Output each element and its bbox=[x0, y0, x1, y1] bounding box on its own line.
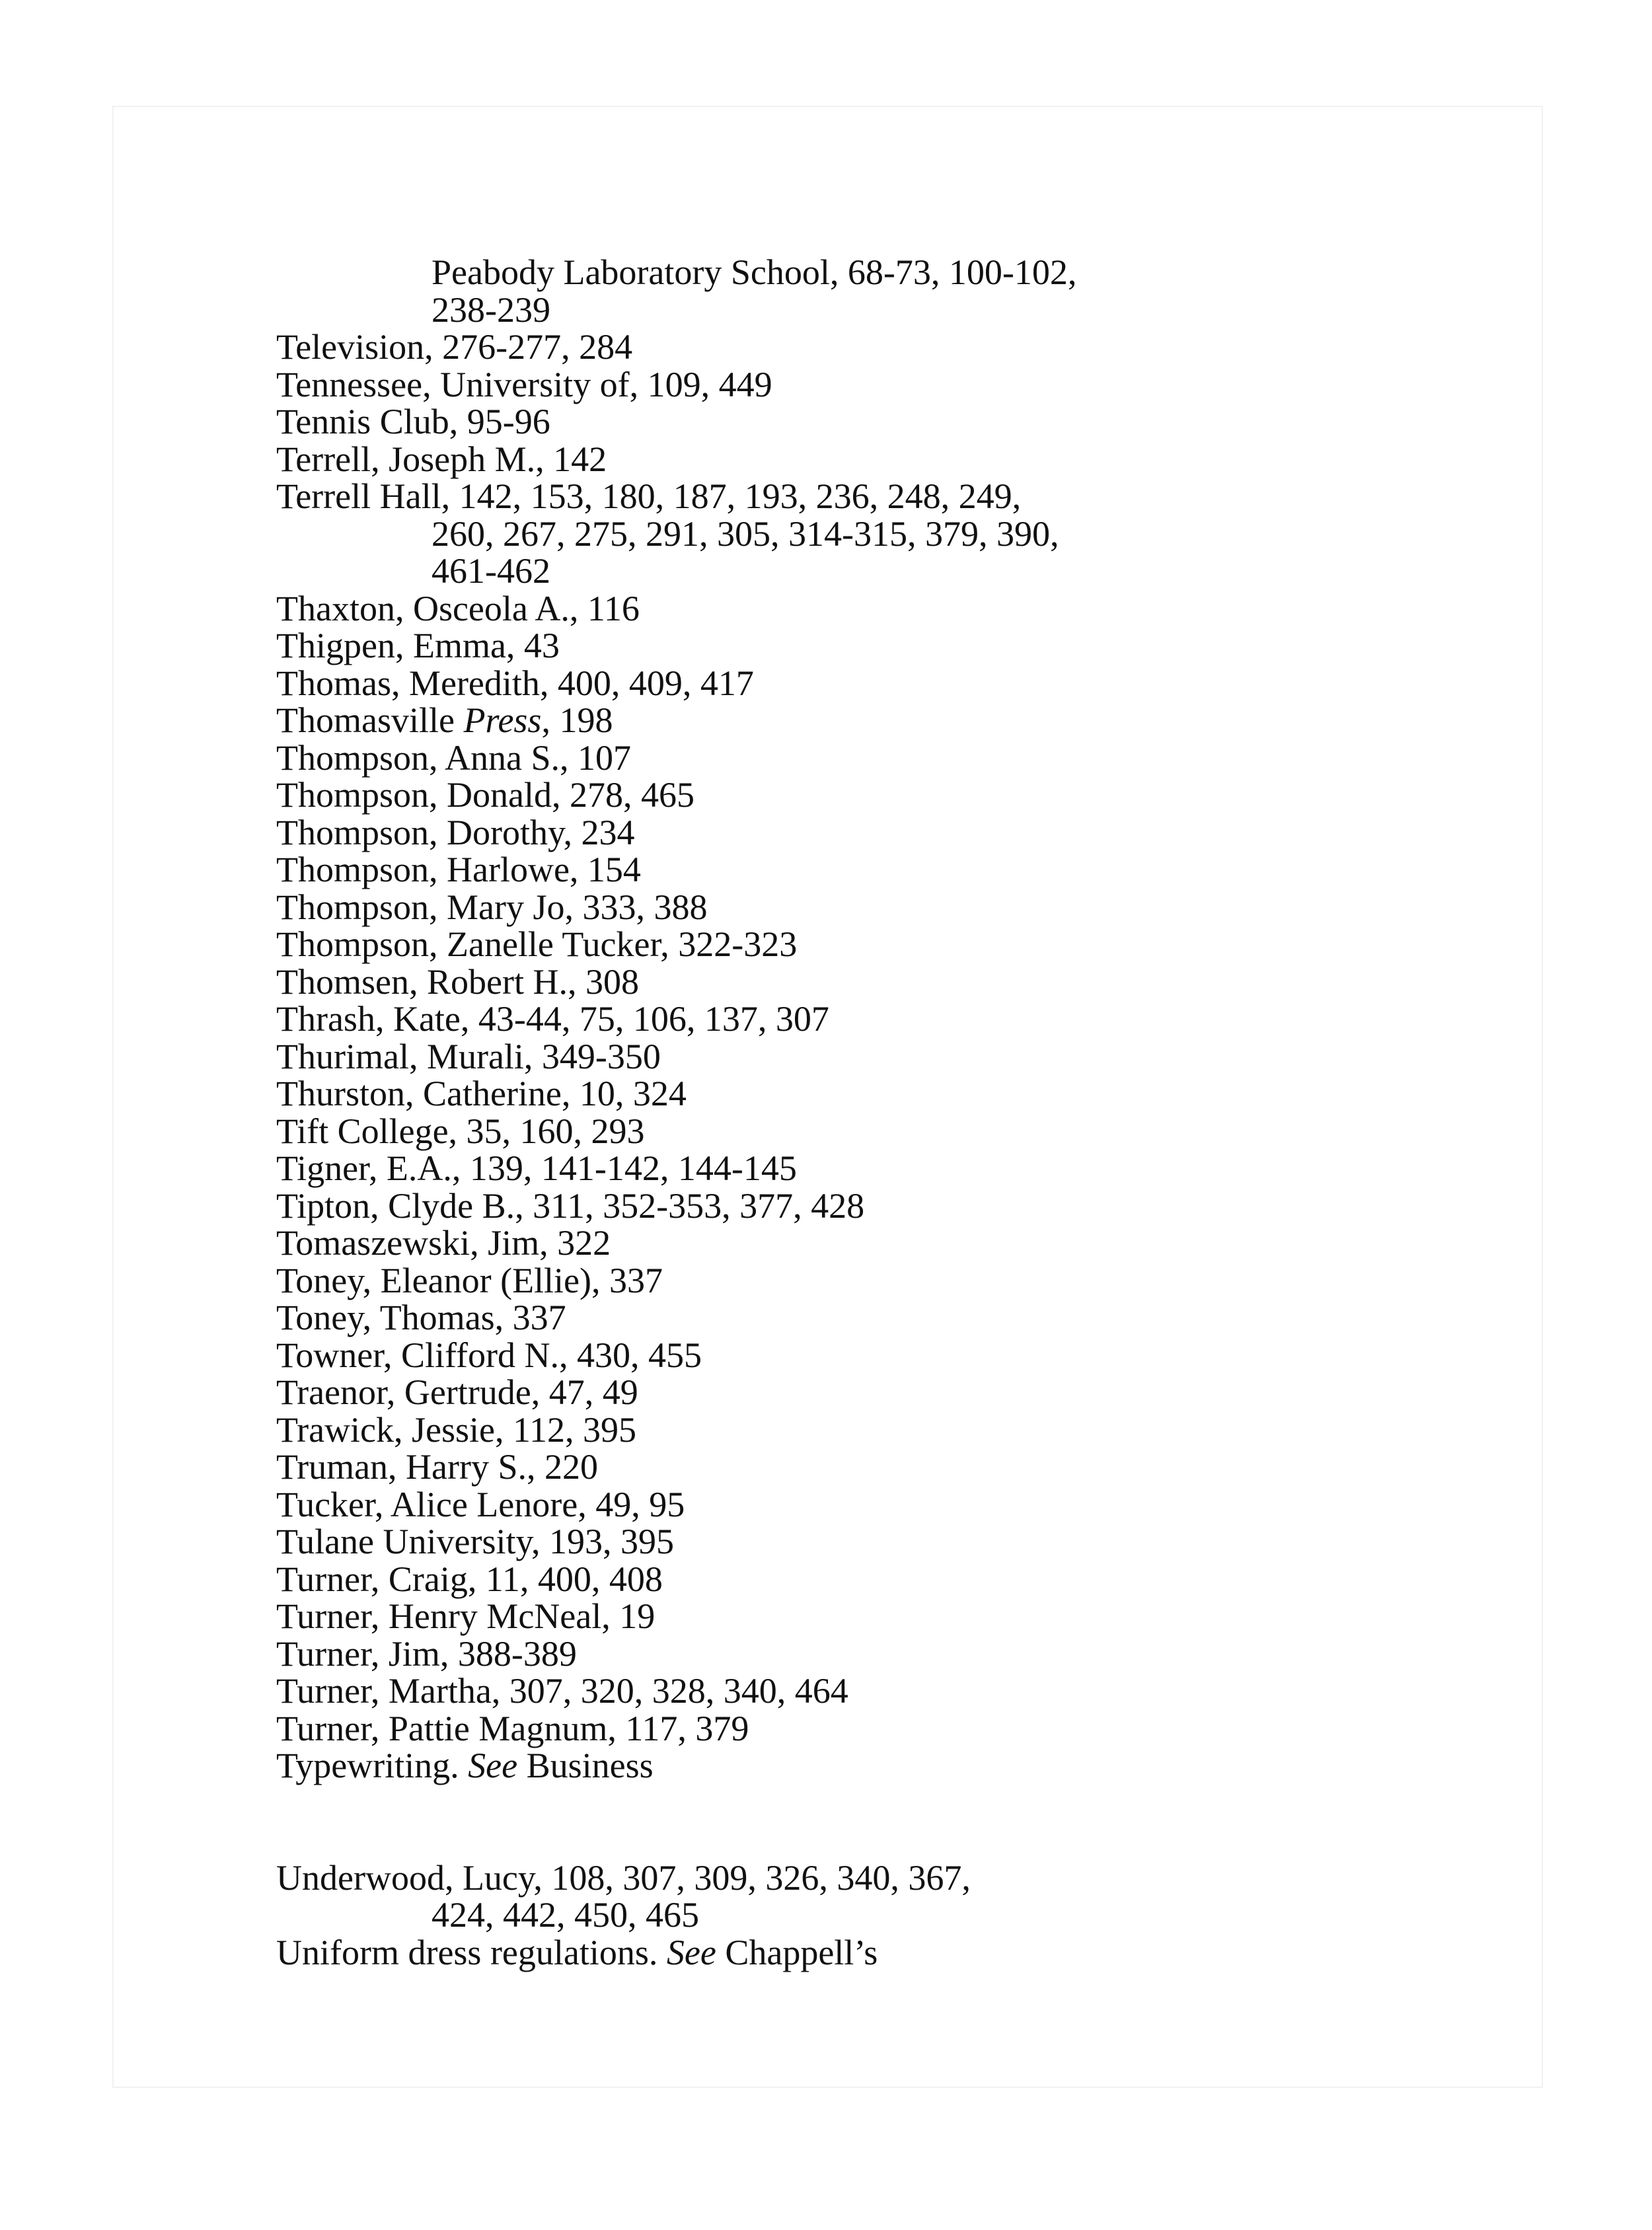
entry-line: 424, 442, 450, 465 bbox=[432, 1895, 699, 1935]
index-entry: Terrell, Joseph M., 142 bbox=[276, 439, 607, 479]
index-entry: Thomsen, Robert H., 308 bbox=[276, 961, 639, 1002]
index-entry: Thomas, Meredith, 400, 409, 417 bbox=[276, 663, 754, 703]
entry-line: 238-239 bbox=[432, 289, 550, 330]
entry-line: Terrell Hall, 142, 153, 180, 187, 193, 236, 248, 249, bbox=[276, 476, 1022, 516]
index-entry-terrell-hall bbox=[276, 478, 1499, 590]
index-entry-peabody bbox=[276, 254, 1499, 328]
index-entry: Toney, Eleanor (Ellie), 337 bbox=[276, 1260, 663, 1300]
index-entry: Television, 276-277, 284 bbox=[276, 327, 633, 367]
index-entry: Thompson, Harlowe, 154 bbox=[276, 850, 641, 889]
entry-text: , 198 bbox=[541, 700, 613, 740]
index-entry: Turner, Jim, 388-389 bbox=[276, 1633, 577, 1674]
index-entry: Tennis Club, 95-96 bbox=[276, 402, 550, 441]
index-entry: Tucker, Alice Lenore, 49, 95 bbox=[276, 1484, 685, 1524]
entry-italic: See bbox=[468, 1746, 518, 1785]
index-entry-typewriting bbox=[276, 1747, 1499, 1785]
index-entry: Towner, Clifford N., 430, 455 bbox=[276, 1335, 702, 1375]
index-list bbox=[276, 254, 1499, 1971]
entry-line: Underwood, Lucy, 108, 307, 309, 326, 340, 367, bbox=[276, 1857, 971, 1898]
index-entry: Thompson, Mary Jo, 333, 388 bbox=[276, 887, 708, 927]
index-entry: Thaxton, Osceola A., 116 bbox=[276, 588, 640, 628]
index-entry: Truman, Harry S., 220 bbox=[276, 1447, 599, 1487]
entry-italic: See bbox=[666, 1932, 716, 1972]
entry-text: Business bbox=[517, 1746, 654, 1785]
index-entry: Traenor, Gertrude, 47, 49 bbox=[276, 1372, 638, 1412]
index-entry-underwood bbox=[276, 1859, 1499, 1934]
entry-line: 461-462 bbox=[432, 551, 550, 591]
entry-text: Thomasville bbox=[276, 700, 464, 740]
entry-line: 260, 267, 275, 291, 305, 314-315, 379, 390, bbox=[432, 513, 1059, 554]
index-entry: Tennessee, University of, 109, 449 bbox=[276, 364, 772, 404]
index-entry: Thurston, Catherine, 10, 324 bbox=[276, 1074, 687, 1113]
index-entry: Turner, Pattie Magnum, 117, 379 bbox=[276, 1708, 749, 1748]
index-entry: Thompson, Dorothy, 234 bbox=[276, 812, 635, 852]
index-entry-uniform-dress bbox=[276, 1934, 1499, 1972]
index-entry: Toney, Thomas, 337 bbox=[276, 1298, 566, 1337]
entry-text: Typewriting. bbox=[276, 1746, 469, 1785]
index-entry: Turner, Henry McNeal, 19 bbox=[276, 1596, 656, 1636]
entry-line: Peabody Laboratory School, 68-73, 100-102, bbox=[432, 252, 1077, 292]
index-entry: Thompson, Zanelle Tucker, 322-323 bbox=[276, 924, 798, 964]
index-entry: Tulane University, 193, 395 bbox=[276, 1522, 674, 1561]
index-entry: Thompson, Anna S., 107 bbox=[276, 737, 632, 778]
index-entry: Thompson, Donald, 278, 465 bbox=[276, 775, 695, 815]
index-entry: Thurimal, Murali, 349-350 bbox=[276, 1036, 661, 1076]
index-entry: Tift College, 35, 160, 293 bbox=[276, 1111, 645, 1151]
index-entry: Trawick, Jessie, 112, 395 bbox=[276, 1409, 636, 1450]
section-gap bbox=[276, 1785, 1499, 1859]
index-entry-thomasville-press bbox=[276, 702, 1499, 739]
index-entry: Turner, Martha, 307, 320, 328, 340, 464 bbox=[276, 1671, 848, 1711]
index-entry: Thrash, Kate, 43-44, 75, 106, 137, 307 bbox=[276, 999, 829, 1039]
entry-text: Uniform dress regulations. bbox=[276, 1932, 667, 1972]
index-entry: Tigner, E.A., 139, 141-142, 144-145 bbox=[276, 1148, 797, 1188]
entry-italic: Press bbox=[463, 700, 542, 740]
index-entry: Thigpen, Emma, 43 bbox=[276, 626, 560, 665]
entry-text: Chappell’s bbox=[716, 1932, 878, 1972]
index-entry: Turner, Craig, 11, 400, 408 bbox=[276, 1559, 663, 1599]
index-entry: Tomaszewski, Jim, 322 bbox=[276, 1223, 611, 1263]
index-entry: Tipton, Clyde B., 311, 352-353, 377, 428 bbox=[276, 1185, 865, 1226]
